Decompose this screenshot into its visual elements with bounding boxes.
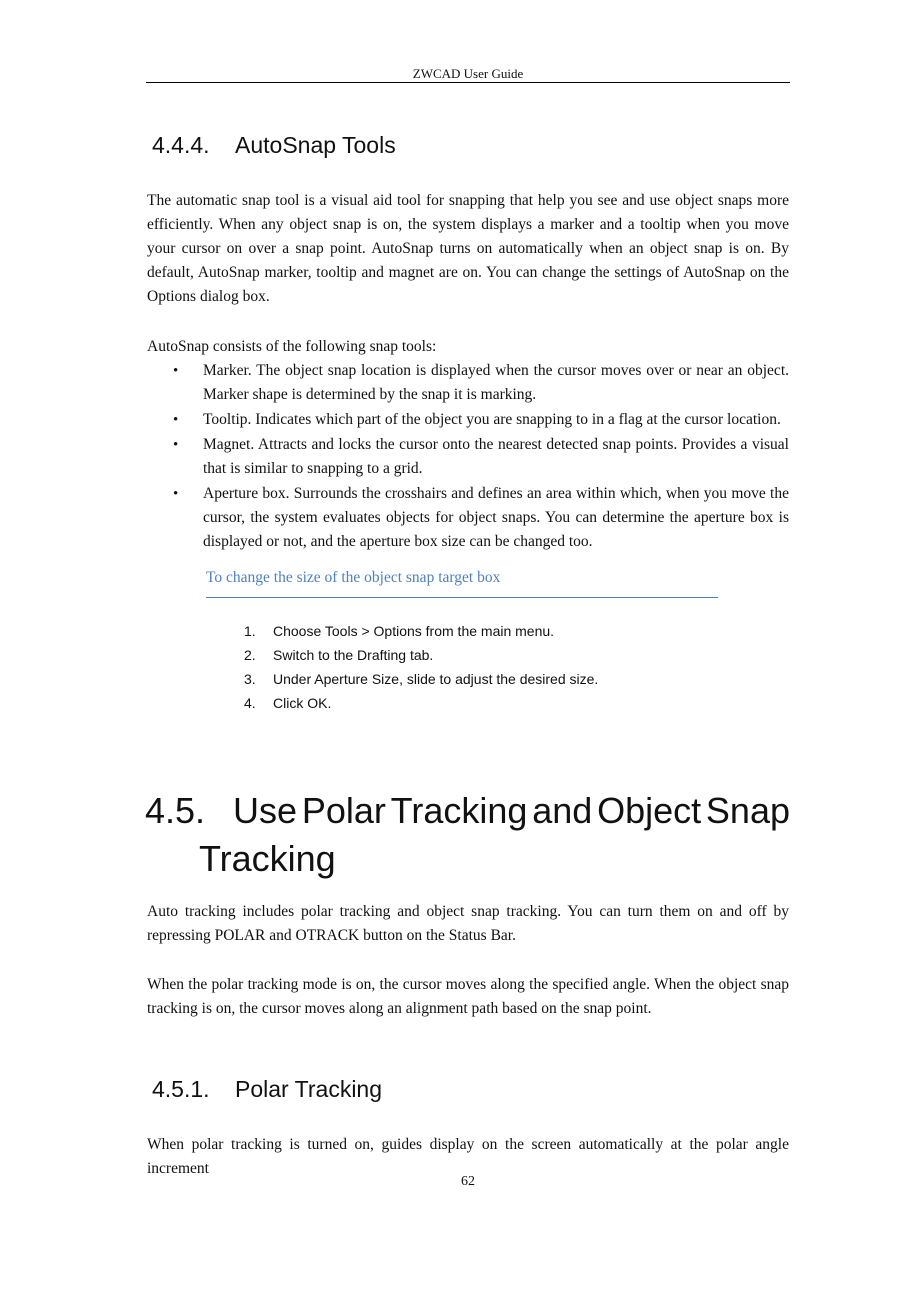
bullet-icon: • [173,486,179,502]
step-number: 3. [244,671,256,687]
list-item [147,482,789,554]
list-item-text: Marker. The object snap location is displayed when the cursor moves over or near an object. Marker shape is determined by the snap it is marking. [203,362,789,403]
title-word: Object [597,790,702,831]
paragraph-polar-tracking: When polar tracking is turned on, guides display on the screen automatically at the polar angle increment [147,1136,789,1177]
list-item [147,359,789,407]
snap-tools-list [147,359,789,555]
header-rule [146,82,790,83]
section-title: AutoSnap Tools [235,132,396,158]
step-item [244,667,598,691]
list-item-text: Aperture box. Surrounds the crosshairs and defines an area within which, when you move the cursor, the system evaluates objects for object snaps. You can determine the aperture box is displayed or not, and the aperture box size can be changed too. [203,485,789,550]
bullet-icon: • [173,437,179,453]
paragraph-auto-tracking: Auto tracking includes polar tracking and object snap tracking. You can turn them on and off by repressing POLAR and OTRACK button on the Status Bar. [147,903,789,944]
heading-line-1 [145,787,790,835]
section-number: 4.4.4. [152,132,210,158]
step-text: Under Aperture Size, slide to adjust the desired size. [273,671,599,687]
title-word: and [532,790,593,831]
procedure-steps [244,619,598,715]
procedure-rule [206,597,718,598]
list-item [147,433,789,481]
step-text: Click OK. [273,695,332,711]
list-item-text: Magnet. Attracts and locks the cursor onto the nearest detected snap points. Provides a visual that is similar to snapping to a grid. [203,436,789,477]
heading-4-4-4 [152,130,396,160]
step-number: 1. [244,623,256,639]
intro-paragraph: The automatic snap tool is a visual aid tool for snapping that help you see and use object snaps more efficiently. When any object snap is on, the system displays a marker and a tooltip when you move your cursor on over a snap point. AutoSnap turns on automatically when an object snap is on. By default, AutoSnap marker, tooltip and magnet are on. You can change the settings of AutoSnap on the Options dialog box. [147,192,789,305]
heading-4-5 [145,787,790,883]
heading-4-5-1 [152,1074,382,1104]
heading-line-2: Tracking [199,838,336,879]
section-number: 4.5. [145,790,206,831]
page-number: 62 [461,1174,475,1189]
consists-intro: AutoSnap consists of the following snap tools: [147,338,437,355]
bullet-icon: • [173,412,179,428]
step-text: Switch to the Drafting tab. [273,647,434,663]
running-header: ZWCAD User Guide [412,66,524,81]
step-number: 2. [244,647,256,663]
list-item [147,408,789,432]
section-title: Polar Tracking [235,1076,383,1102]
section-number: 4.5.1. [152,1076,210,1102]
paragraph-polar-mode: When the polar tracking mode is on, the cursor moves along the specified angle. When the object snap tracking is on, the cursor moves along an alignment path based on the snap point. [147,976,789,1017]
title-word: Use [233,790,298,831]
title-word: Polar [301,790,386,831]
title-word: Tracking [390,790,528,831]
step-item [244,619,598,643]
step-text: Choose Tools > Options from the main menu. [273,623,555,639]
list-item-text: Tooltip. Indicates which part of the object you are snapping to in a flag at the cursor location. [203,411,781,428]
step-item [244,643,598,667]
step-item [244,691,598,715]
procedure-title: To change the size of the object snap target box [206,569,501,586]
step-number: 4. [244,695,256,711]
bullet-icon: • [173,363,179,379]
title-word: Snap [705,790,790,831]
